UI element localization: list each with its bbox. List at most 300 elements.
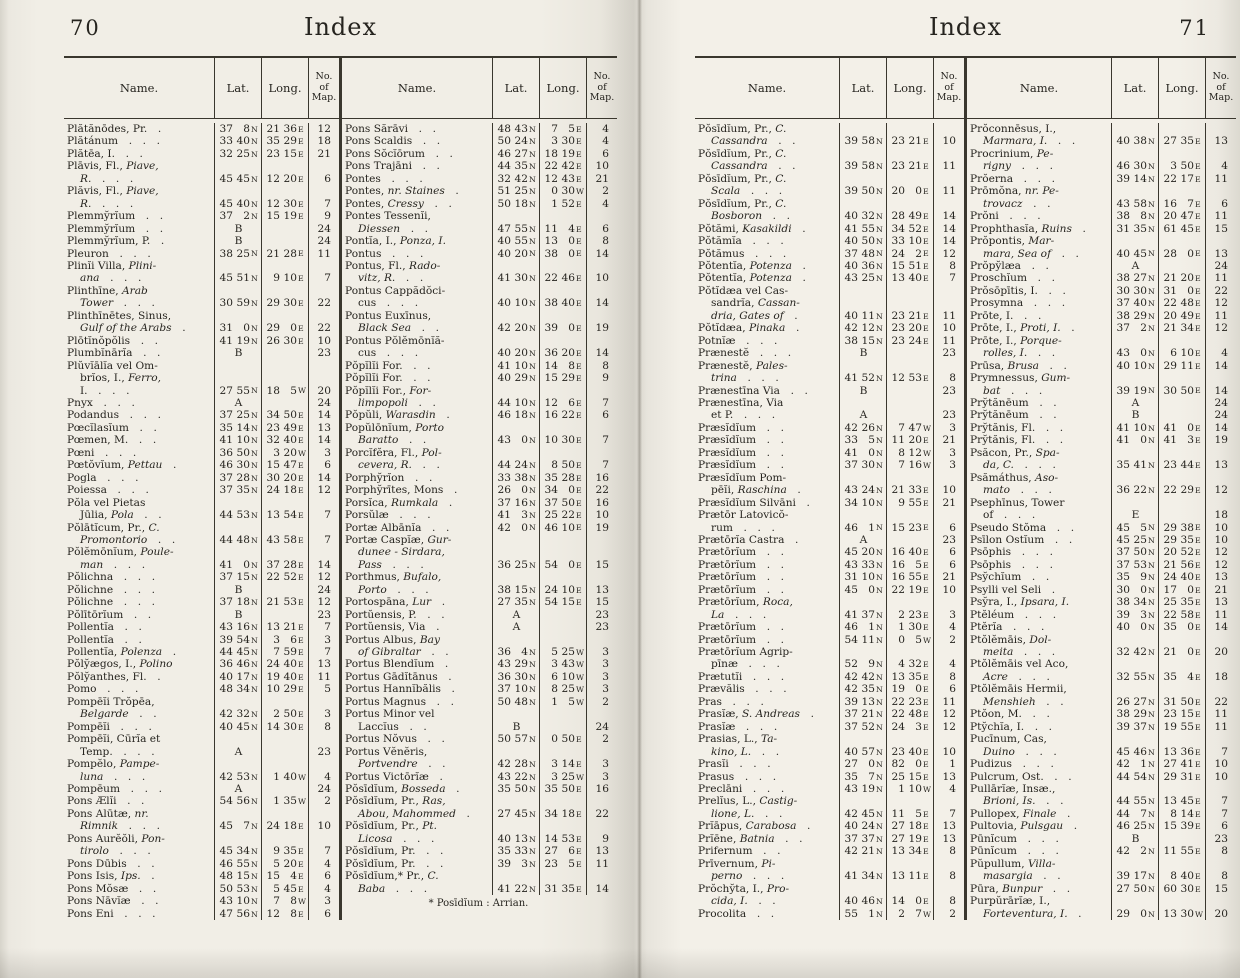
index-entry (342, 820, 617, 845)
ancient-name: Plemmy̆rĭum, P. (67, 235, 151, 248)
degrees: 9 (898, 496, 905, 509)
hemisphere: E (1195, 461, 1201, 471)
hemisphere: E (576, 361, 582, 371)
entry-name (967, 173, 1111, 185)
lat-value (1111, 335, 1158, 360)
coordinate (542, 646, 585, 658)
hemisphere: N (876, 423, 883, 433)
modern-name: Pass (358, 558, 382, 571)
map-number: 19 (1205, 434, 1236, 446)
leader-dots: . . . (376, 297, 419, 310)
entry-name (695, 559, 839, 571)
long-value (1158, 609, 1205, 621)
entry-name (342, 795, 492, 820)
degrees: 11 (891, 434, 905, 447)
entry-name-line (970, 372, 1109, 384)
long-value (261, 696, 308, 721)
leader-dots: . (150, 235, 165, 248)
index-entry (695, 683, 964, 695)
lat-value (492, 422, 539, 447)
lat-value (839, 845, 886, 857)
modern-name: meita (983, 646, 1014, 659)
entry-name-line (345, 360, 490, 372)
degrees: 13 (544, 235, 558, 248)
long-value (539, 198, 586, 210)
hemisphere: E (576, 137, 582, 147)
map-number: 24 (586, 708, 617, 733)
degrees: 23 (1163, 708, 1177, 721)
index-column (342, 119, 617, 895)
coordinate (889, 771, 932, 783)
hemisphere: E (298, 511, 304, 520)
modern-name: Pulsgau (1020, 820, 1064, 833)
entry-name (342, 596, 492, 608)
hemisphere: E (576, 461, 582, 471)
lat-value (1111, 571, 1158, 583)
page-number-right: 71 (1179, 16, 1210, 40)
index-entry (695, 696, 964, 708)
map-number: 11 (933, 335, 964, 347)
entry-name (342, 185, 492, 197)
leader-dots: . (800, 708, 814, 721)
degrees: 15 (266, 459, 280, 472)
coordinate (1161, 820, 1204, 832)
map-number: 13 (1205, 571, 1236, 583)
degrees: 54 (544, 558, 558, 571)
degrees: 43 (219, 895, 233, 908)
index-entry (64, 459, 339, 471)
coordinate (495, 148, 538, 160)
long-value (886, 173, 933, 198)
coordinate (1114, 135, 1157, 147)
coordinate (542, 322, 585, 334)
entry-name-line (698, 870, 837, 882)
degrees: 20 (1163, 546, 1177, 559)
coordinate (1161, 559, 1204, 571)
map-number: 10 (933, 733, 964, 758)
lat-value (214, 858, 261, 870)
minutes: 24 (861, 820, 875, 833)
long-value (261, 447, 308, 459)
entry-name-line (698, 409, 837, 421)
modern-name: Ponza, I. (399, 235, 446, 248)
index-entry (64, 310, 339, 335)
degrees: 16 (1163, 197, 1177, 210)
reference-letter: B (234, 347, 243, 360)
coordinate (889, 447, 932, 459)
coordinate (495, 409, 538, 421)
index-entry (342, 248, 617, 260)
index-entry (64, 497, 339, 522)
entry-name-line (698, 721, 837, 733)
coordinate (217, 422, 260, 434)
entry-name-line (698, 746, 837, 758)
entry-name-line (698, 845, 837, 857)
minutes: 0 (868, 758, 875, 771)
lat-value (839, 223, 886, 235)
modern-name: Polenza (120, 646, 163, 659)
column-header-long: Long. (261, 58, 308, 119)
ancient-name: Porsŭlæ (345, 509, 389, 522)
ancient-name: Pollentĭa, (67, 646, 121, 659)
index-entry (64, 148, 339, 160)
ancient-name: Pontes, (345, 185, 388, 198)
map-number: 20 (308, 360, 339, 397)
degrees: 34 (544, 484, 558, 497)
column-header-map (586, 58, 617, 119)
coordinate (1114, 522, 1157, 534)
leader-dots: . . (1035, 421, 1064, 434)
leader-dots: . . (135, 222, 164, 235)
entry-name-line (970, 534, 1109, 546)
index-entry (64, 721, 339, 733)
minutes: 0 (290, 322, 297, 335)
reference-letter: B (859, 384, 868, 397)
degrees: 38 (497, 583, 511, 596)
hemisphere: N (876, 448, 883, 458)
coordinate (495, 397, 538, 409)
entry-name-line (970, 746, 1109, 758)
hemisphere: E (923, 772, 929, 782)
degrees: 2 (898, 608, 905, 621)
degrees: 31 (1116, 222, 1130, 235)
entry-name (967, 210, 1111, 222)
hemisphere: E (923, 324, 929, 334)
entry-name (64, 497, 214, 522)
degrees: 26 (497, 484, 511, 497)
ancient-name: Prūsa, (970, 359, 1008, 372)
coordinate (264, 634, 307, 646)
modern-name: Ras, (422, 795, 446, 808)
map-number: 3 (586, 634, 617, 659)
degrees: 29 (1163, 770, 1177, 783)
leader-dots: . (791, 222, 806, 235)
coordinate (842, 422, 885, 434)
coordinate (217, 459, 260, 471)
ancient-name: Prĭēne, (698, 832, 740, 845)
leader-dots: . (425, 621, 440, 634)
hemisphere: E (1195, 573, 1201, 583)
index-entry (64, 833, 339, 858)
hemisphere: E (1195, 610, 1201, 620)
entry-name-line (67, 609, 212, 621)
minutes: 35 (561, 882, 575, 895)
map-number: 7 (308, 260, 339, 285)
hemisphere: E (298, 635, 304, 645)
leader-dots: . . . (118, 820, 160, 833)
ancient-name: Pŏsīdĭum, Pr. (345, 857, 416, 870)
minutes: 0 (1187, 621, 1194, 634)
lat-value (214, 484, 261, 496)
modern-name: La (711, 608, 725, 621)
degrees: 45 (1116, 745, 1130, 758)
map-number: 10 (1205, 758, 1236, 770)
degrees: 16 (891, 546, 905, 559)
long-value (1158, 833, 1205, 845)
ancient-name: Procolita (698, 907, 747, 920)
entry-name-line (698, 883, 837, 895)
coordinate (842, 447, 885, 459)
minutes: 21 (908, 160, 922, 173)
ancient-name: Prŏpontis, (970, 235, 1029, 248)
modern-name: Marmara, I. (983, 135, 1048, 148)
lat-value (214, 434, 261, 446)
degrees: 12 (266, 197, 280, 210)
column-header-lat: Lat. (492, 58, 539, 119)
entry-name-line (345, 285, 490, 297)
hemisphere: N (876, 336, 883, 346)
hemisphere: N (1148, 809, 1155, 819)
minutes: 36 (283, 123, 297, 135)
lat-value (492, 497, 539, 509)
entry-name (967, 758, 1111, 770)
modern-name: mara, Sea of (983, 247, 1051, 260)
reference-letter: A (512, 621, 521, 634)
index-entry (967, 808, 1236, 820)
lat-value (492, 733, 539, 745)
entry-name (342, 422, 492, 447)
index-entry (342, 522, 617, 534)
hemisphere: N (529, 162, 536, 172)
minutes: 45 (236, 172, 250, 185)
coordinate (217, 210, 260, 222)
entry-name-line (970, 434, 1109, 446)
leader-dots: . . . (742, 783, 785, 796)
hemisphere: N (529, 398, 536, 408)
long-value (261, 522, 308, 547)
minutes: 53 (561, 832, 575, 845)
minutes: 45 (236, 646, 250, 659)
hemisphere: N (251, 423, 258, 433)
lat-value (214, 683, 261, 695)
minutes: 22 (561, 509, 575, 522)
entry-name-line (698, 534, 837, 546)
map-number: 21 (1205, 584, 1236, 596)
minutes: 50 (1180, 160, 1194, 173)
lat-value (214, 123, 261, 135)
minutes: 1 (868, 907, 875, 920)
minutes: 29 (514, 658, 528, 671)
leader-dots: . . . (1011, 160, 1053, 173)
degrees: 39 (1116, 384, 1130, 397)
index-entry (967, 895, 1236, 920)
degrees: 1 (898, 621, 905, 634)
minutes: 34 (1180, 322, 1194, 335)
long-value (539, 409, 586, 421)
leader-dots: . . . (108, 845, 151, 858)
minutes: 3 (1140, 608, 1147, 621)
minutes: 58 (861, 135, 875, 148)
ancient-name: Pŏpĭlĭi For., (345, 384, 410, 397)
coordinate (217, 335, 260, 347)
index-entry (695, 472, 964, 497)
entry-name (64, 397, 214, 409)
minutes: 15 (236, 571, 250, 584)
lat-value (492, 696, 539, 708)
long-value (1158, 858, 1205, 883)
entry-name (695, 696, 839, 708)
lat-value (839, 360, 886, 385)
coordinate (264, 322, 307, 334)
minutes: 59 (236, 297, 250, 310)
hemisphere: N (876, 672, 883, 682)
entry-name-line (698, 459, 837, 471)
entry-name (342, 310, 492, 335)
hemisphere: E (576, 199, 582, 209)
column-header-map-line: of (597, 81, 607, 93)
long-value (539, 708, 586, 733)
index-entry (967, 235, 1236, 260)
hemisphere: N (529, 585, 536, 595)
degrees: 42 (844, 807, 858, 820)
degrees: 40 (497, 347, 511, 360)
long-value (1158, 571, 1205, 583)
index-entry (695, 497, 964, 509)
degrees: 40 (1116, 359, 1130, 372)
long-value (886, 845, 933, 857)
entry-name (695, 820, 839, 832)
lat-value (214, 148, 261, 160)
lat-value (839, 733, 886, 758)
modern-name: R. (80, 197, 92, 210)
long-value (261, 409, 308, 421)
map-number: 2 (586, 733, 617, 745)
coordinate (264, 795, 307, 807)
ancient-name: Pons Ælĭi (67, 795, 117, 808)
hemisphere: E (576, 847, 582, 857)
coordinate (1161, 347, 1204, 359)
coordinate (1161, 210, 1204, 222)
coordinate (495, 185, 538, 197)
entry-name (967, 771, 1111, 783)
degrees: 35 (1116, 571, 1130, 584)
map-number: 8 (933, 883, 964, 908)
leader-dots: . . (754, 807, 783, 820)
leader-dots: . . (126, 857, 155, 870)
column-header-map-line: No. (1212, 71, 1230, 83)
lat-value (214, 908, 261, 920)
minutes: 11 (861, 309, 875, 322)
entry-name-line (345, 671, 490, 683)
modern-name: Cassandra (711, 160, 768, 173)
coordinate (842, 870, 885, 882)
coordinate (217, 908, 260, 920)
entry-name (342, 621, 492, 633)
map-number: 13 (1205, 596, 1236, 608)
hemisphere: N (1148, 274, 1155, 284)
entry-name-line (698, 397, 837, 409)
entry-name (967, 546, 1111, 558)
index-entry (695, 434, 964, 446)
leader-dots: . . (128, 708, 157, 721)
hemisphere: E (1195, 349, 1201, 359)
lat-value (492, 746, 539, 771)
ancient-name: Plemmy̆rĭum (67, 222, 136, 235)
entry-name (64, 646, 214, 658)
modern-name: mato (983, 484, 1010, 497)
entry-name-line (970, 484, 1109, 496)
degrees: 6 (551, 670, 558, 683)
degrees: 19 (891, 683, 905, 696)
degrees: 17 (1163, 583, 1177, 596)
entry-name-line (345, 883, 490, 895)
minutes: 10 (861, 571, 875, 584)
index-entry (342, 285, 617, 310)
degrees: 41 (844, 222, 858, 235)
minutes: 29 (514, 372, 528, 385)
coordinate (264, 422, 307, 434)
coordinate (889, 185, 932, 197)
ancient-name: Pnyx (67, 396, 93, 409)
minutes: 50 (283, 708, 297, 721)
index-entry (967, 297, 1236, 309)
hemisphere: N (529, 361, 536, 371)
entry-name-line (67, 472, 212, 484)
coordinate (542, 584, 585, 596)
entry-name-line (970, 858, 1109, 870)
leader-dots: . . (411, 459, 440, 472)
coordinate (217, 845, 260, 857)
leader-dots: . . . (744, 683, 787, 696)
minutes: 39 (1180, 820, 1194, 833)
ancient-name: Prōte, I., (970, 334, 1021, 347)
map-number: 15 (1205, 883, 1236, 895)
degrees: 43 (1116, 347, 1130, 360)
degrees: 46 (219, 459, 233, 472)
ancient-name: Plŭvĭālĭa vel Om- (67, 359, 158, 372)
coordinate (842, 459, 885, 471)
ancient-name: Pœni (67, 446, 95, 459)
long-value (886, 758, 933, 770)
map-number: 3 (586, 683, 617, 695)
index-entry (695, 758, 964, 770)
hemisphere: N (1148, 710, 1155, 720)
ancient-name: Pry̆tănis, Fl. (970, 421, 1036, 434)
hemisphere: N (1148, 461, 1155, 471)
leader-dots: . . (412, 135, 441, 148)
long-value (886, 596, 933, 621)
ancient-name: Præsĭdĭum Silvāni (698, 496, 796, 509)
entry-name (64, 347, 214, 359)
hemisphere: N (876, 523, 883, 533)
entry-name (967, 658, 1111, 683)
reference-letter: A (234, 745, 243, 758)
map-number: 7 (586, 422, 617, 447)
hemisphere: E (923, 822, 929, 832)
long-value (1158, 771, 1205, 783)
index-entry (695, 783, 964, 795)
entry-name-line (970, 845, 1109, 857)
long-value (886, 858, 933, 883)
entry-name-line (67, 534, 212, 546)
ancient-name: Psămáthus, (970, 471, 1036, 484)
lat-value (839, 634, 886, 646)
long-value (1158, 434, 1205, 446)
ancient-name: Pŏsīdĭum, Pr., (345, 820, 423, 833)
lat-value (214, 833, 261, 858)
leader-dots: . . . (94, 446, 137, 459)
degrees: 43 (844, 558, 858, 571)
minutes: 18 (514, 197, 528, 210)
long-value (261, 360, 308, 397)
map-number: 23 (586, 621, 617, 633)
hemisphere: N (876, 784, 883, 794)
map-number: 14 (1205, 360, 1236, 372)
map-number: 19 (586, 522, 617, 534)
entry-name-line (67, 434, 212, 446)
coordinate (542, 671, 585, 683)
entry-name-line (345, 833, 490, 845)
